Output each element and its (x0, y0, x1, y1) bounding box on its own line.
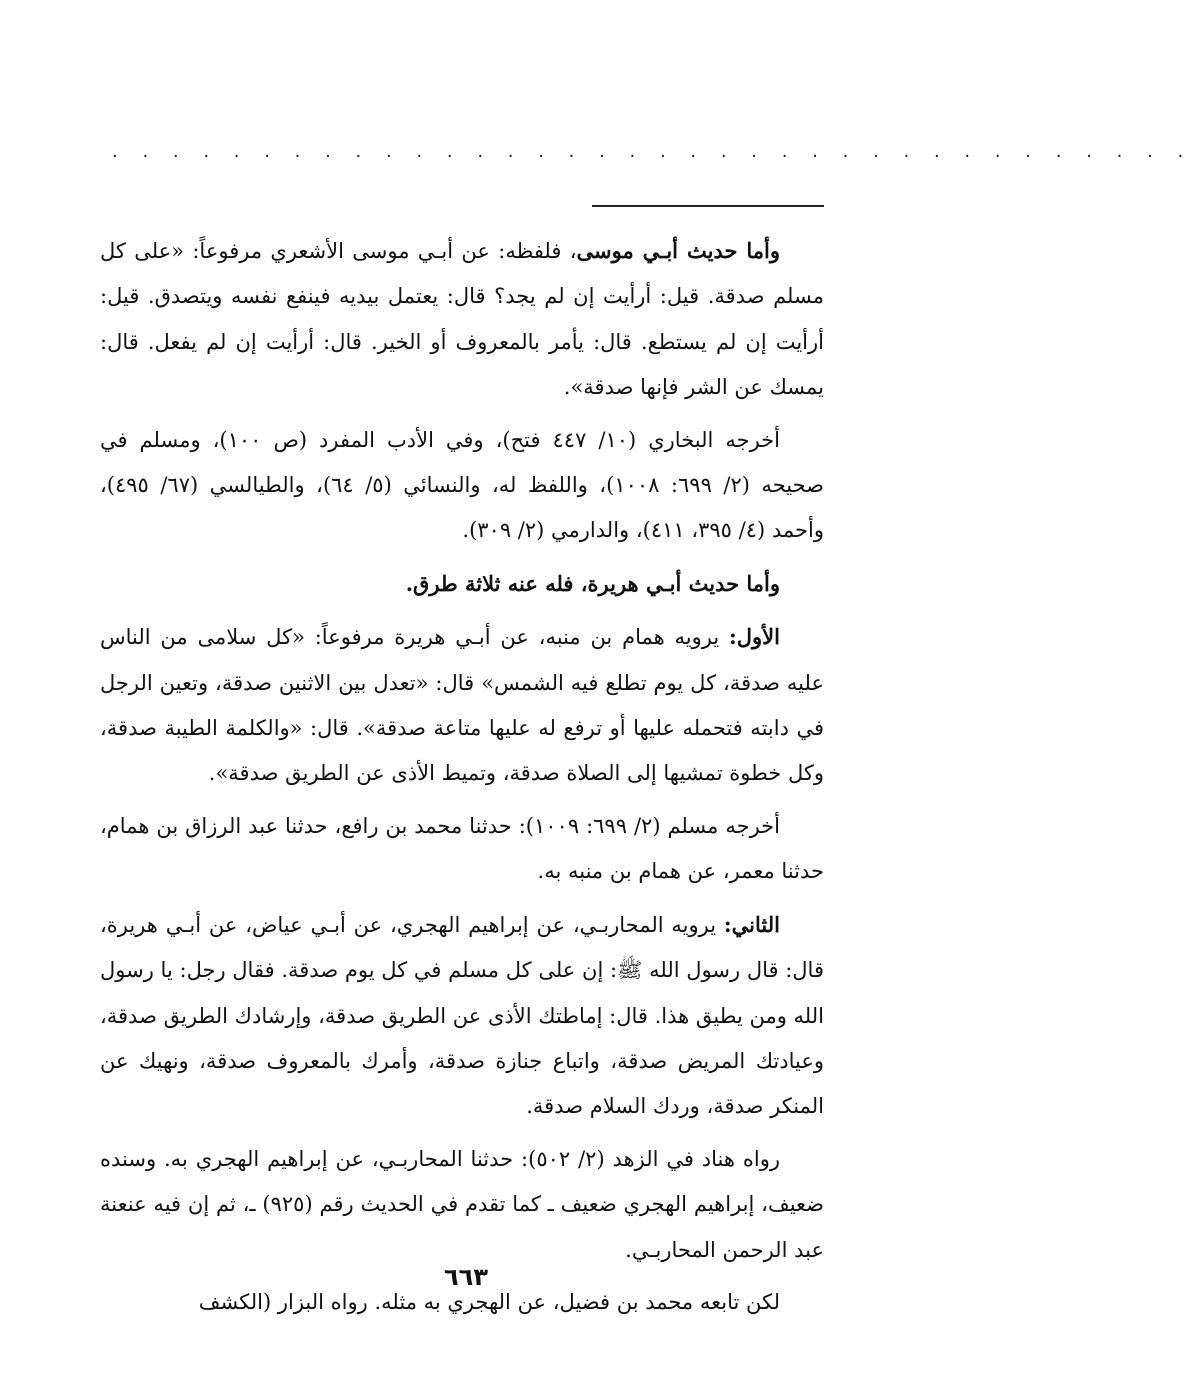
paragraph-body: يرويه همام بن منبه، عن أبـي هريرة مرفوعاً: «كل سلامى من الناس عليه صدقة، كل يوم تطلع فيه الشمس» قال: «تعدل بين الاثنين صدقة، وتعين الرجل في دابته فتحمله عليها أو ترفع له عليها متاعة صدقة». قال: «والكلمة الطيبة صدقة، وكل خطوة تمشيها إلى الصلاة صدقة، وتميط الأذى عن الطريق صدقة». (100, 625, 825, 786)
paragraph-body: أخرجه مسلم (٢/ ٦٩٩: ١٠٠٩): حدثنا محمد بن رافع، حدثنا عبد الرزاق بن همام، حدثنا معمر، عن همام بن منبه به. (100, 813, 824, 884)
paragraph-lead: وأما حديث أبـي موسى (576, 238, 780, 263)
footnote-text (100, 228, 824, 1332)
paragraph-body: يرويه المحاربـي، عن إبراهيم الهجري، عن أبـي عياض، عن أبـي هريرة، قال: قال رسول الله ﷺ: إن على كل مسلم في كل يوم صدقة. فقال رجل: يا رسول الله ومن يطيق هذا. قال: إماطتك الأذى عن الطريق صدقة، وإرشادك الطريق صدقة، وعيادتك المريض صدقة، واتباع جنازة صدقة، وأمرك بالمعروف صدقة، ونهيك عن المنكر صدقة، وردك السلام صدقة. (99, 912, 824, 1119)
footnote-rule (592, 205, 824, 207)
paragraph-hannad-takhrij (100, 1137, 824, 1273)
paragraph-abu-musa (100, 228, 824, 411)
dotted-separator: . . . . . . . . . . . . . . . . . . . . . . . . . . . . . . . . . . . . (112, 141, 1193, 162)
paragraph-second-route (100, 902, 824, 1130)
paragraph-muslim-takhrij (100, 804, 824, 895)
paragraph-lead: وأما حديث أبـي هريرة، فله عنه ثلاثة طرق. (405, 570, 780, 596)
page-number: ٦٦٣ (444, 1263, 488, 1291)
paragraph-bukhari-takhrij (100, 418, 824, 554)
paragraph-abu-hurayra-heading (100, 561, 824, 607)
paragraph-lead: الثاني: (723, 911, 780, 937)
paragraph-body: ، فلفظه: عن أبـي موسى الأشعري مرفوعاً: «على كل مسلم صدقة. قيل: أرأيت إن لم يجد؟ قال: يعتمل بيديه فينفع نفسه ويتصدق. قيل: أرأيت إن لم يستطع. قال: يأمر بالمعروف أو الخير. قال: أرأيت إن لم يفعل. قال: يمسك عن الشر فإنها صدقة». (100, 239, 824, 400)
paragraph-lead: الأول: (729, 624, 780, 650)
paragraph-first-route (100, 614, 824, 797)
paragraph-body: رواه هناد في الزهد (٢/ ٥٠٢): حدثنا المحاربـي، عن إبراهيم الهجري به. وسنده ضعيف، إبراهيم الهجري ضعيف ـ كما تقدم في الحديث رقم (٩٢٥) ـ، ثم إن فيه عنعنة عبد الرحمن المحاربـي. (100, 1146, 824, 1262)
paragraph-body: أخرجه البخاري (١٠/ ٤٤٧ فتح)، وفي الأدب المفرد (ص ١٠٠)، ومسلم في صحيحه (٢/ ٦٩٩: ١٠٠٨)، واللفظ له، والنسائي (٥/ ٦٤)، والطيالسي (٦٧/ ٤٩٥)، وأحمد (٤/ ٣٩٥، ٤١١)، والدارمي (٢/ ٣٠٩). (100, 427, 824, 543)
paragraph-body: لكن تابعه محمد بن فضيل، عن الهجري به مثله. رواه البزار (الكشف (198, 1289, 780, 1314)
